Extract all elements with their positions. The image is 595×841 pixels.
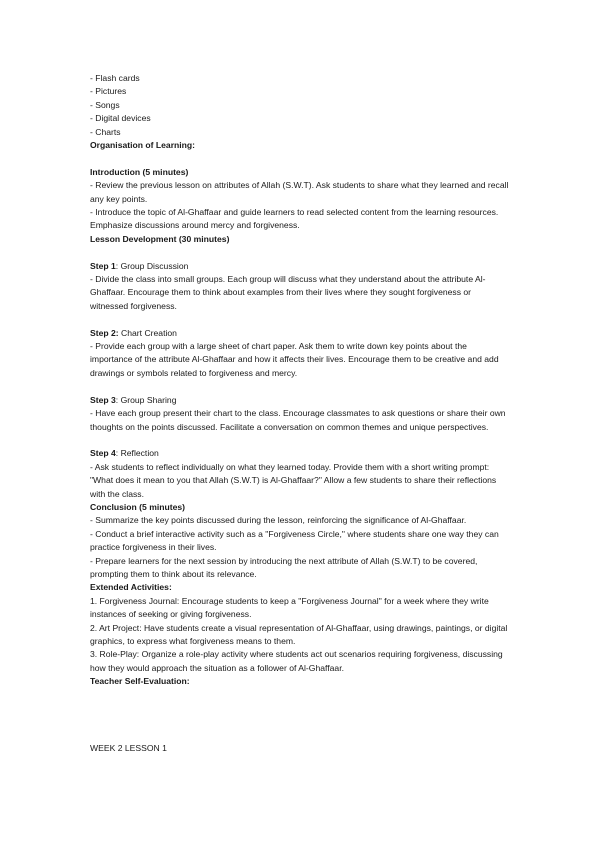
step-separator: : [115,448,119,459]
conclusion-paragraph: - Prepare learners for the next session by introducing the next attribute of Allah (S.W.T) to be covered, prompting them to think about its relevance. [90,555,480,579]
step-separator: : [115,394,119,405]
step-label: Step 1 [90,260,116,271]
spacer [90,434,510,447]
step-heading [90,447,510,460]
spacer [90,313,510,326]
conclusion-paragraph: - Conduct a brief interactive activity such as a "Forgiveness Circle," where students share one way they can practice forgiveness in their lives. [90,528,502,553]
extended-activity-item: 1. Forgiveness Journal: Encourage students to keep a "Forgiveness Journal" for a week where they write instances of seeking or giving forgiveness. [90,595,492,620]
material-item: - Digital devices [90,113,151,124]
step-title: Chart Creation [118,327,177,338]
step-heading [90,260,510,273]
spacer [90,380,510,393]
organisation-heading: Organisation of Learning: [90,140,196,151]
introduction-paragraph: - Review the previous lesson on attributes of Allah (S.W.T). Ask students to share what they learned and recall any key points. [90,180,511,204]
step-label: Step 2: [90,327,119,338]
spacer [90,246,510,259]
step-text: - Provide each group with a large sheet of chart paper. Ask them to write down key points about the importance of the attribute Al-Ghaffaar and how it affects their lives. Encourage them to be creative and add drawings or symbols related to forgiveness and mercy. [90,341,501,378]
extended-activity-item: 3. Role-Play: Organize a role-play activity where students act out scenarios requiring forgiveness, discussing how they would approach the situation as a follower of Al-Ghaffaar. [90,649,506,673]
teacher-self-evaluation-heading: Teacher Self-Evaluation: [90,676,190,687]
material-item: - Flash cards [90,73,140,83]
conclusion-paragraph: - Summarize the key points discussed during the lesson, reinforcing the significance of Al-Ghaffaar. [90,515,467,526]
material-item: - Charts [90,126,121,137]
spacer [90,152,510,165]
conclusion-heading: Conclusion (5 minutes) [90,501,186,512]
step-separator: : [115,260,119,271]
step-text: - Divide the class into small groups. Each group will discuss what they understand about the attribute Al-Ghaffaar. Encourage them to think about examples from their lives where they sought forgiveness or witnessed forgiveness. [90,274,486,311]
step-title: Group Discussion [118,260,189,271]
step-heading [90,327,510,340]
introduction-paragraph: - Introduce the topic of Al-Ghaffaar and guide learners to read selected content from the learning resources. Emphasize discussions around mercy and forgiveness. [90,207,501,231]
material-item: - Pictures [90,86,127,97]
step-heading [90,394,510,407]
step-text: - Ask students to reflect individually on what they learned today. Provide them with a short writing prompt: "What does it mean to you that Allah (S.W.T) is Al-Ghaffaar?" Allow a few students to share their reflections with the class. [90,461,499,499]
extended-activity-item: 2. Art Project: Have students create a visual representation of Al-Ghaffaar, using drawings, paintings, or digital graphics, to express what forgiveness means to them. [90,622,510,646]
extended-activities-heading: Extended Activities: [90,582,172,593]
lesson-development-heading: Lesson Development (30 minutes) [90,233,230,244]
week-lesson-label: WEEK 2 LESSON 1 [90,743,167,753]
introduction-heading: Introduction (5 minutes) [90,166,189,177]
material-item: - Songs [90,99,120,110]
lesson-content [90,72,510,689]
step-title: Reflection [118,448,159,459]
step-text: - Have each group present their chart to the class. Encourage classmates to ask questions or share their own thoughts on the points discussed. Facilitate a conversation on common themes and unique perspectives. [90,408,508,432]
step-label: Step 3 [90,394,116,405]
step-title: Group Sharing [118,394,177,405]
step-label: Step 4 [90,448,116,459]
